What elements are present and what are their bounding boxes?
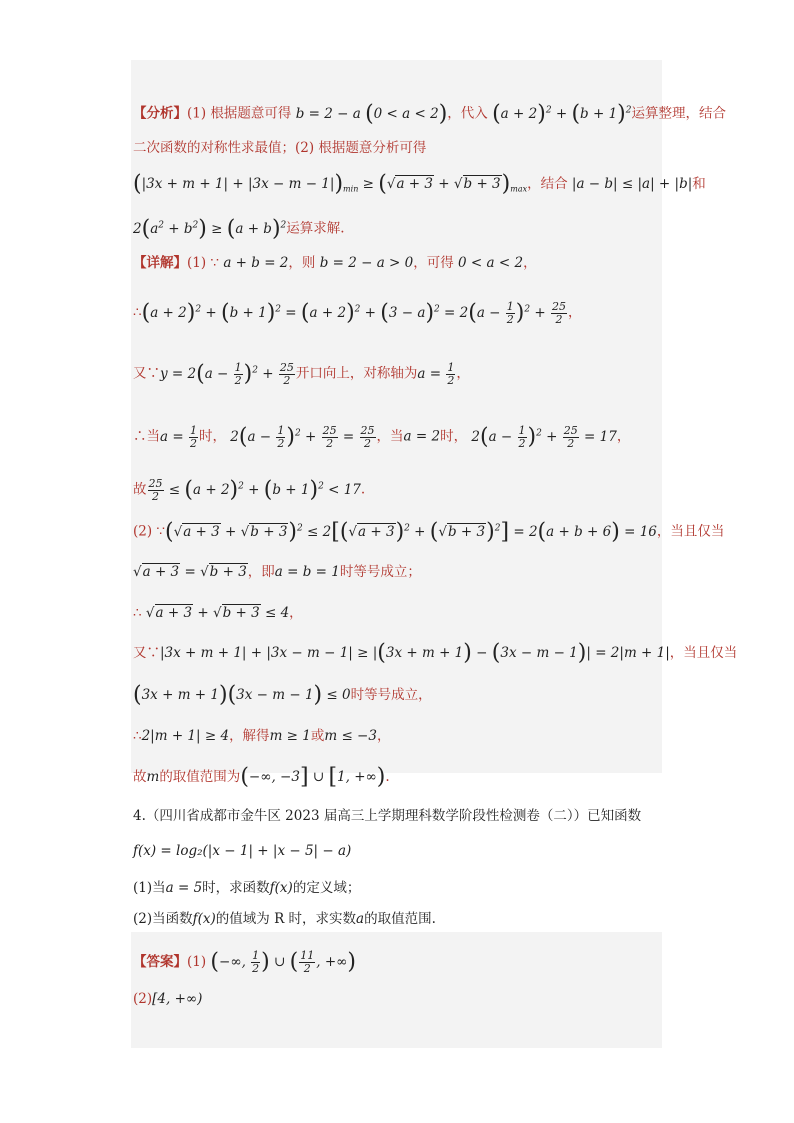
answer-tag: 【答案】	[133, 954, 187, 970]
analysis-line-3: $(|3x + m + 1| + |3x - m - 1|)_{min} \ge (√a + 3 + √b + 3)_{max}$，结合 |a − b| ≤ |a| + |b|和	[133, 171, 706, 197]
analysis-line-1: 【分析】(1) 根据题意可得 b = 2 − a (0 < a < 2)，代入 $(a + 2)^2 + (b + 1)^2$运算整理，结合	[133, 101, 726, 126]
problem-4-function: f(x) = log₂(|x − 1| + |x − 5| − a)	[133, 843, 352, 859]
math-min-max-inequality: $(|3x + m + 1| + |3x - m - 1|)_{min} \ge (√a + 3 + √b + 3)_{max}$	[133, 171, 528, 197]
detail-line-11: ∴2|m + 1| ≥ 4，解得m ≥ 1或m ≤ −3，	[133, 728, 391, 744]
math-expansion: $(a + 2)^2 + (b + 1)^2 = (a + 2)^2 + (3 - a)^2 = 2(a$ − $\frac{1}{2}$ )$^2$ + $\frac{25}{2}$	[141, 299, 567, 326]
answer-line-1: 【答案】(1) (−∞, $\frac{1}{2}$ ) ∪ ( $\frac{11}{2}$ , +∞)	[133, 949, 356, 975]
math-sum-squares: $(a + 2)^2 + (b + 1)^2$	[492, 101, 632, 126]
answer-line-2: (2)[4, +∞)	[133, 991, 203, 1007]
detail-line-7: √a + 3 = √b + 3，即a = b = 1时等号成立；	[133, 564, 421, 580]
math-b-equals: b = 2 − a (0 < a < 2)	[295, 101, 448, 126]
problem-4-header: 4.（四川省成都市金牛区 2023 届高三上学期理科数学阶段性检测卷（二））已知函数	[133, 808, 642, 824]
analysis-line-2: 二次函数的对称性求最值；(2) 根据题意分析可得	[133, 140, 427, 156]
detail-line-4: ∴当a = $\frac{1}{2}$ 时， 2(a − $\frac{1}{2}$ )$^2$ + $\frac{25}{2}$ = $\frac{25}{2}$ ，当a = 2时， 2(a − $\frac{1}{2}$ )$^2$ + $\frac{25}{2}$ = 17，	[133, 423, 631, 450]
detail-line-2: ∴(a + $2)^2 + (b + 1)^2 = (a + 2)^2 + (3 - a)^2 = 2(a$ − $\frac{1}{2}$ )$^2$ + $\frac{25}{2}$ ，	[133, 299, 582, 326]
detail-tag: 【详解】	[133, 255, 187, 271]
math-square-inequality: $2(a^2 + b^2) \ge (a + b)^2$	[133, 216, 287, 241]
solution-background-band	[131, 60, 738, 773]
answer-1-interval: (−∞, $\frac{1}{2}$ ) ∪ ( $\frac{11}{2}$ , +∞)	[210, 949, 356, 975]
analysis-tag: 【分析】	[133, 105, 187, 122]
detail-line-5: 故 $\frac{25}{2}$ ≤ $(a + 2)^2 + (b + 1)^2 < 17$.	[133, 476, 366, 503]
detail-line-1: 【详解】(1) ∵ a + b = 2，则 b = 2 − a > 0，可得 0 < a < 2，	[133, 255, 537, 271]
detail-line-3: 又∵y = 2(a − $\frac{1}{2}$ )$^2$ + $\frac{25}{2}$ 开口向上，对称轴为a = $\frac{1}{2}$ ，	[133, 360, 470, 387]
answer-2-interval: [4, +∞)	[152, 991, 203, 1007]
math-triangle-inequality: |a − b| ≤ |a| + |b|	[571, 176, 693, 192]
detail-line-10: (3x + m + 1)(3x − m − 1) ≤ 0时等号成立，	[133, 682, 432, 708]
problem-4-question-2: (2)当函数f(x)的值域为 R 时，求实数a的取值范围.	[133, 911, 436, 927]
detail-line-9: 又∵|3x + m + 1| + |3x − m − 1| ≥ |(3x + m + 1) − (3x − m − 1)| = 2|m + 1|，当且仅当	[133, 640, 738, 666]
detail-line-8: ∴ √a + 3 + √b + 3 ≤ 4，	[133, 605, 303, 621]
detail-line-6: (2) ∵(√a + $3 + √b + 3)^2 \le 2[(√a + 3)^2 + (√b + 3)^2] = 2(a + b + 6) = 16$，当且仅当	[133, 519, 725, 544]
analysis-line-4: $2(a^2 + b^2) \ge (a + b)^2$运算求解.	[133, 216, 345, 241]
detail-line-12: 故m的取值范围为(−∞, −3] ∪ [1, +∞).	[133, 764, 390, 790]
problem-4-question-1: (1)当a = 5时，求函数f(x)的定义域；	[133, 880, 361, 896]
